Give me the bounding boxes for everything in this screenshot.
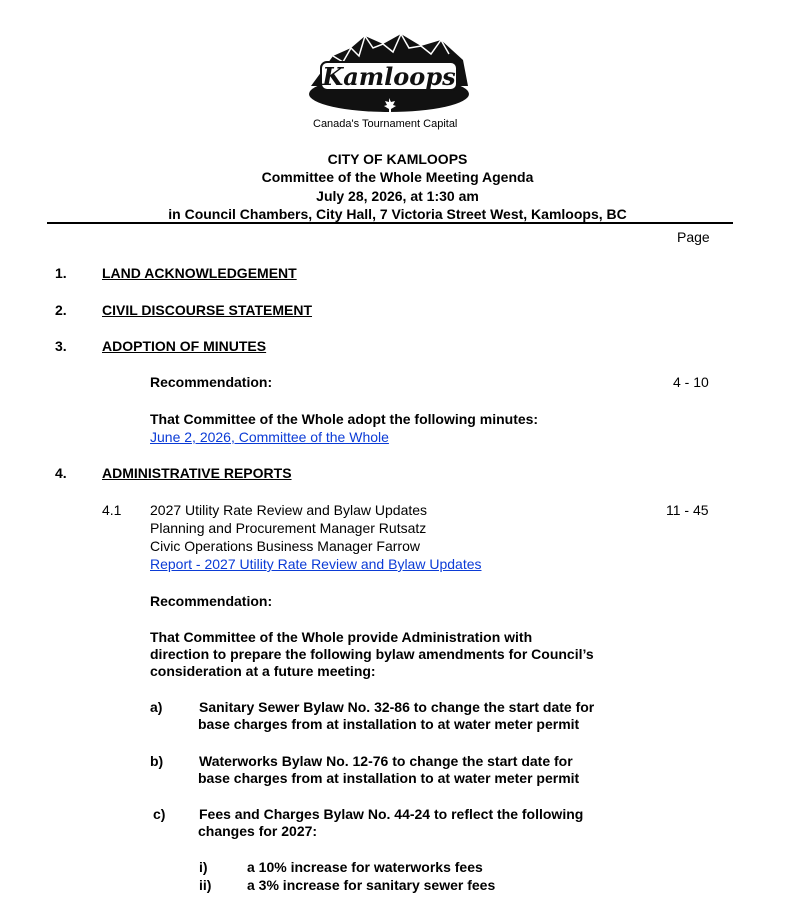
list-item-line: base charges from at installation to at water meter permit [198,770,580,786]
recommendation-line: That Committee of the Whole provide Administration with [150,629,533,645]
list-item-line: Fees and Charges Bylaw No. 44-24 to reflect the following [199,806,584,822]
presenter: Civic Operations Business Manager Farrow [150,538,420,554]
section-title: ADOPTION OF MINUTES [102,338,267,354]
list-item-line: Waterworks Bylaw No. 12-76 to change the start date for [199,753,573,769]
org-name: CITY OF KAMLOOPS [327,151,468,167]
section-number: 3. [55,338,67,354]
recommendation-line: direction to prepare the following bylaw amendments for Council’s [150,646,594,662]
svg-text:Kamloops: Kamloops [322,62,456,91]
agenda-title: Committee of the Whole Meeting Agenda [261,169,534,185]
list-letter: c) [153,806,166,822]
section-title: ADMINISTRATIVE REPORTS [102,465,292,481]
minutes-link[interactable]: June 2, 2026, Committee of the Whole [150,429,389,445]
meeting-location: in Council Chambers, City Hall, 7 Victoria Street West, Kamloops, BC [168,206,627,222]
list-item-line: Sanitary Sewer Bylaw No. 32-86 to change the start date for [199,699,595,715]
sub-list-numeral: ii) [199,877,212,893]
sub-list-item: a 10% increase for waterworks fees [247,859,483,875]
recommendation-text: That Committee of the Whole adopt the following minutes: [150,411,539,427]
sub-list-item: a 3% increase for sanitary sewer fees [247,877,496,893]
item-number: 4.1 [102,502,122,518]
kamloops-logo [303,26,473,118]
section-number: 4. [55,465,67,481]
list-letter: a) [150,699,163,715]
list-item-line: changes for 2027: [198,823,318,839]
page-range: 11 - 45 [666,502,709,518]
section-title: LAND ACKNOWLEDGEMENT [102,265,297,281]
recommendation-line: consideration at a future meeting: [150,663,376,679]
header-divider [47,222,733,224]
meeting-date: July 28, 2026, at 1:30 am [316,188,479,204]
section-title: CIVIL DISCOURSE STATEMENT [102,302,313,318]
sub-list-numeral: i) [199,859,208,875]
report-link[interactable]: Report - 2027 Utility Rate Review and Bylaw Updates [150,556,482,572]
section-number: 1. [55,265,67,281]
page-column-label: Page [677,229,710,245]
section-number: 2. [55,302,67,318]
presenter: Planning and Procurement Manager Rutsatz [150,520,427,536]
recommendation-label: Recommendation: [150,593,273,609]
logo-tagline: Canada's Tournament Capital [313,118,458,130]
recommendation-label: Recommendation: [150,374,273,390]
list-letter: b) [150,753,164,769]
list-item-line: base charges from at installation to at water meter permit [198,716,580,732]
page-range: 4 - 10 [673,374,709,390]
item-title: 2027 Utility Rate Review and Bylaw Updates [150,502,428,518]
